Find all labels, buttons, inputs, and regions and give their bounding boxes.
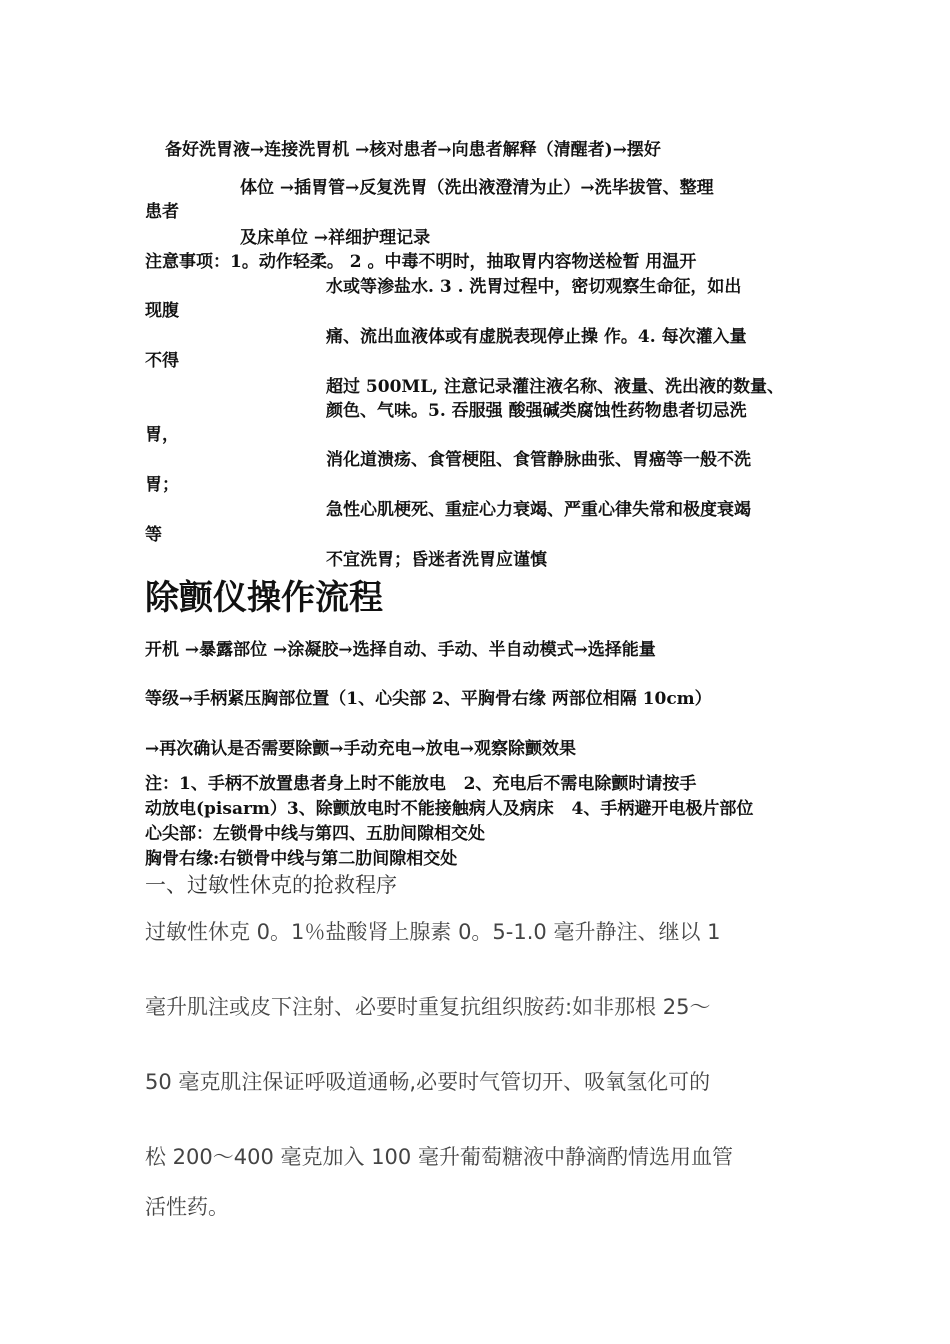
note-line: 动放电(pisarm）3、除颤放电时不能接触病人及病床 4、手柄避开电极片部位 [145,799,754,819]
text-line: 消化道溃疡、食管梗阻、食管静脉曲张、胃癌等一般不洗 [326,450,751,470]
text-line: 毫升肌注或皮下注射、必要时重复抗组织胺药:如非那根 25～ [145,995,711,1019]
text-line: 患者 [145,202,179,222]
text-line: 及床单位 →祥细护理记录 [240,228,431,248]
text-line: 超过 500ML, 注意记录灌注液名称、液量、洗出液的数量、 [326,377,785,397]
text-line: 不宜洗胃；昏迷者洗胃应谨慎 [326,550,547,570]
text-line: 急性心肌梗死、重症心力衰竭、严重心律失常和极度衰竭 [326,500,751,520]
note-line: 注：1、手柄不放置患者身上时不能放电 2、充电后不需电除颤时请按手 [145,774,697,794]
text-line: 开机 →暴露部位 →涂凝胶→选择自动、手动、半自动模式→选择能量 [145,640,656,660]
text-line: 现腹 [145,301,179,321]
text-line: 过敏性休克 0。1％盐酸肾上腺素 0。5-1.0 毫升静注、继以 1 [145,920,721,944]
section-title: 除颤仪操作流程 [145,578,383,618]
text-line: 活性药。 [145,1195,229,1219]
text-line: 注意事项：1。动作轻柔。 2 。中毒不明时，抽取胃内容物送检暂 用温开 [145,252,697,272]
text-line: 水或等渗盐水. 3 . 洗胃过程中，密切观察生命征，如出 [326,277,742,297]
section-heading: 一、过敏性休克的抢救程序 [145,873,397,897]
text-line: 等级→手柄紧压胸部位置（1、心尖部 2、平胸骨右缘 两部位相隔 10cm） [145,689,712,709]
note-line: 心尖部：左锁骨中线与第四、五肋间隙相交处 [145,824,485,844]
text-line: 胃； [145,475,179,495]
text-line: 备好洗胃液→连接洗胃机 →核对患者→向患者解释（清醒者)→摆好 [165,140,661,160]
note-line: 胸骨右缘:右锁骨中线与第二肋间隙相交处 [145,849,458,869]
text-line: 颜色、气味。5. 吞服强 酸强碱类腐蚀性药物患者切忌洗 [326,401,747,421]
text-line: 50 毫克肌注保证呼吸道通畅,必要时气管切开、吸氧氢化可的 [145,1070,711,1094]
text-line: 松 200～400 毫克加入 100 毫升葡萄糖液中静滴酌情选用血管 [145,1145,733,1169]
text-line: 痛、流出血液体或有虚脱表现停止操 作。4. 每次灌入量 [326,327,747,347]
text-line: 等 [145,525,162,545]
text-line: →再次确认是否需要除颤→手动充电→放电→观察除颤效果 [145,739,576,759]
text-line: 胃， [145,425,179,445]
text-line: 不得 [145,351,179,371]
text-line: 体位 →插胃管→反复洗胃（洗出液澄清为止）→洗毕拔管、整理 [240,178,714,198]
